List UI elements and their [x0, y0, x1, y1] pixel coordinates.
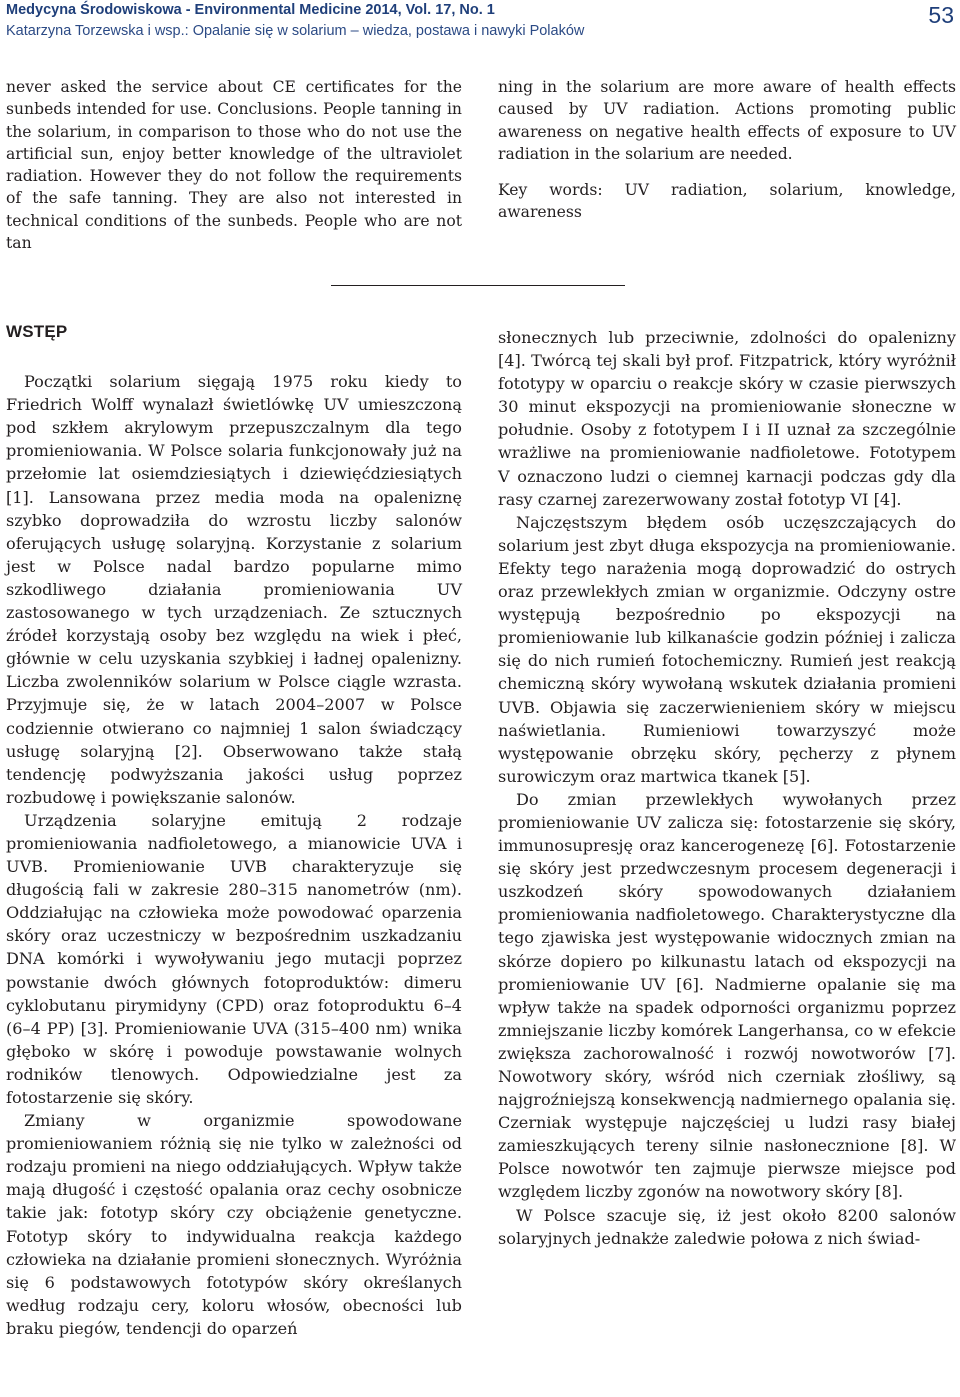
body-paragraph-6: W Polsce szacuje się, iż jest około 8200 salonów solaryjnych jednakże zaledwie połowa z nich świad- — [498, 1205, 956, 1248]
body-paragraph-2: Urządzenia solaryjne emitują 2 rodzaje promieniowania nadfioletowego, a mianowicie UVA i UVB. Promieniowanie UVB charakteryzuje się długością fali w zakresie 280–315 nanometrów (nm). Oddziałując na człowieka może powodować oparzenia skóry oraz uczestniczy w bezpośrednim uszkadzaniu DNA komórki i wywoływaniu jego mutacji poprzez powstanie dwóch głównych fotoproduktów: dimeru cyklobutanu pirymidyny (CPD) oraz fotoproduktu 6–4 (6–4 PP) [3]. Promieniowanie UVA (315–400 nm) wnika głęboko w skórę i powoduje powstawanie wolnych rodników tlenowych. Odpowiedzialne jest za fotostarzenie się skóry. — [6, 810, 462, 1107]
journal-title: Medycyna Środowiskowa - Environmental Medicine 2014, Vol. 17, No. 1 — [6, 2, 495, 18]
running-title: Katarzyna Torzewska i wsp.: Opalanie się w solarium – wiedza, postawa i nawyki Polaków — [6, 23, 585, 39]
body-left-column — [6, 320, 462, 1340]
section-heading: WSTĘP — [6, 322, 68, 341]
keywords-line — [498, 179, 956, 224]
abstract-text-2: People tanning in the solarium, in comparison to those who do not use the artificial sun, enjoy better knowledge of the ultraviolet radiation. However they do not follow the requirements of the safe tanning. They are also not interested in technical conditions of the sunbeds. People who are not tan — [6, 100, 462, 253]
abstract-paragraph — [6, 76, 462, 254]
conclusions-label: Conclusions. — [217, 100, 318, 119]
abstract-left-column — [6, 76, 462, 254]
page-header — [6, 2, 954, 42]
body-paragraph-4: Najczęstszym błędem osób uczęszczających do solarium jest zbyt długa ekspozycja na promieniowanie. Efekty tego narażenia mogą doprowadzić do ostrych oraz przewlekłych zmian w organizmie. Odczyny ostre występują bezpośrednio po ekspozycji na promieniowanie lub kilkanaście godzin później i zalicza się do nich rumień fotochemiczny. Rumień jest reakcją chemiczną skóry wywołaną wskutek działania promieni UVB. Objawia się zaczerwienieniem skóry w miejscu naświetlania. Rumieniowi towarzyszyć może występowanie obrzęku skóry, pęcherzy z płynem surowiczym oraz martwica tkanek [5]. — [498, 512, 956, 786]
abstract-text-1: never asked the service about CE certificates for the sunbeds intended for use. — [6, 78, 462, 119]
body-paragraph-1: Początki solarium sięgają 1975 roku kiedy to Friedrich Wolff wynalazł świetlówkę UV umieszczoną pod szkłem akrylowym przepuszczalnym dla tego promieniowania. W Polsce solaria funkcjonowały już na przełomie lat osiemdziesiątych i dziewięćdziesiątych [1]. Lansowana przez media moda na opaleniznę szybko doprowadziła do wzrostu liczby salonów oferujących usługę solaryjną. Korzystanie z solarium jest w Polsce nadal bardzo popularne mimo szkodliwego działania promieniowania UV zastosowanego w tych urządzeniach. Ze sztucznych źródeł korzystają osoby bez względu na wiek i płeć, głównie w celu uzyskania szybkiej i ładnej opalenizny. Liczba zwolenników solarium w Polsce ciągle wzrasta. Przyjmuje się, że w latach 2004–2007 w Polsce codziennie otwierano co najmniej 1 salon świadczący usługę solaryjną [2]. Obserwowano także stałą tendencję podwyższania jakości usług poprzez rozbudowę i powiększanie salonów. — [6, 372, 462, 807]
body-paragraph-3-continued: słonecznych lub przeciwnie, zdolności do opalenizny [4]. Twórcą tej skali był prof. Fitzpatrick, który wyróżnił fototypy w oparciu o reakcje skóry w czasie pierwszych 30 minut ekspozycji na promieniowanie słoneczne w południe. Osoby z fototypem I i II uznał za szczególnie wrażliwe na promieniowanie nadfioletowe. Fototypem V oznaczono ludzi o ciemnej karnacji podczas gdy dla rasy czarnej zarezerwowany został fototyp VI [4]. — [498, 328, 956, 509]
section-divider — [331, 285, 625, 286]
body-paragraph-3: Zmiany w organizmie spowodowane promieniowaniem różnią się nie tylko w zależności od rodzaju promieni na niego oddziałujących. Wpływ także mają długość i częstość opalania oraz cechy osobnicze takie jak: fototyp skóry czy obciążenie genetyczne. Fototyp skóry to indywidualna reakcja każdego człowieka na działanie promieni słonecznych. Wyróżnia się 6 podstawowych fototypów skóry określanych według rodzaju cery, koloru włosów, obecności lub braku piegów, tendencji do oparzeń — [6, 1111, 462, 1338]
body-right-column — [498, 326, 956, 1250]
abstract-continuation: ning in the solarium are more aware of health effects caused by UV radiation. Actions promoting public awareness on negative health effects of exposure to UV radiation in the solarium are needed. — [498, 78, 956, 163]
page-number: 53 — [928, 2, 954, 28]
keywords-text: UV radiation, solarium, knowledge, awareness — [498, 181, 957, 222]
keywords-label: Key words: — [498, 181, 603, 200]
abstract-right-column — [498, 76, 956, 224]
body-paragraph-5: Do zmian przewlekłych wywołanych przez promieniowanie UV zalicza się: fotostarzenie się skóry, immunosupresję oraz kancerogenezę [6]. Fotostarzenie się skóry jest przedwczesnym procesem degeneracji i uszkodzeń skóry spowodowanych działaniem promieniowania nadfioletowego. Charakterystyczne dla tego zjawiska jest występowanie widocznych zmian na skórze dopiero po kilkunastu latach od ekspozycji na promieniowanie UV [6]. Nadmierne opalanie się ma wpływ także na spadek odporności organizmu poprzez zmniejszanie liczby komórek Langerhansa, co w efekcie zwiększa zachorowalność i rozwój nowotworów [7]. Nowotwory skóry, wśród nich czerniak złośliwy, są najgroźniejszą konsekwencją nadmiernego opalania się. Czerniak występuje najczęściej u ludzi rasy białej zamieszkujących tereny silnie nasłonecznione [8]. W Polsce nowotwór ten zajmuje pierwsze miejsce pod względem liczby zgonów na nowotwory skóry [8]. — [498, 789, 956, 1202]
